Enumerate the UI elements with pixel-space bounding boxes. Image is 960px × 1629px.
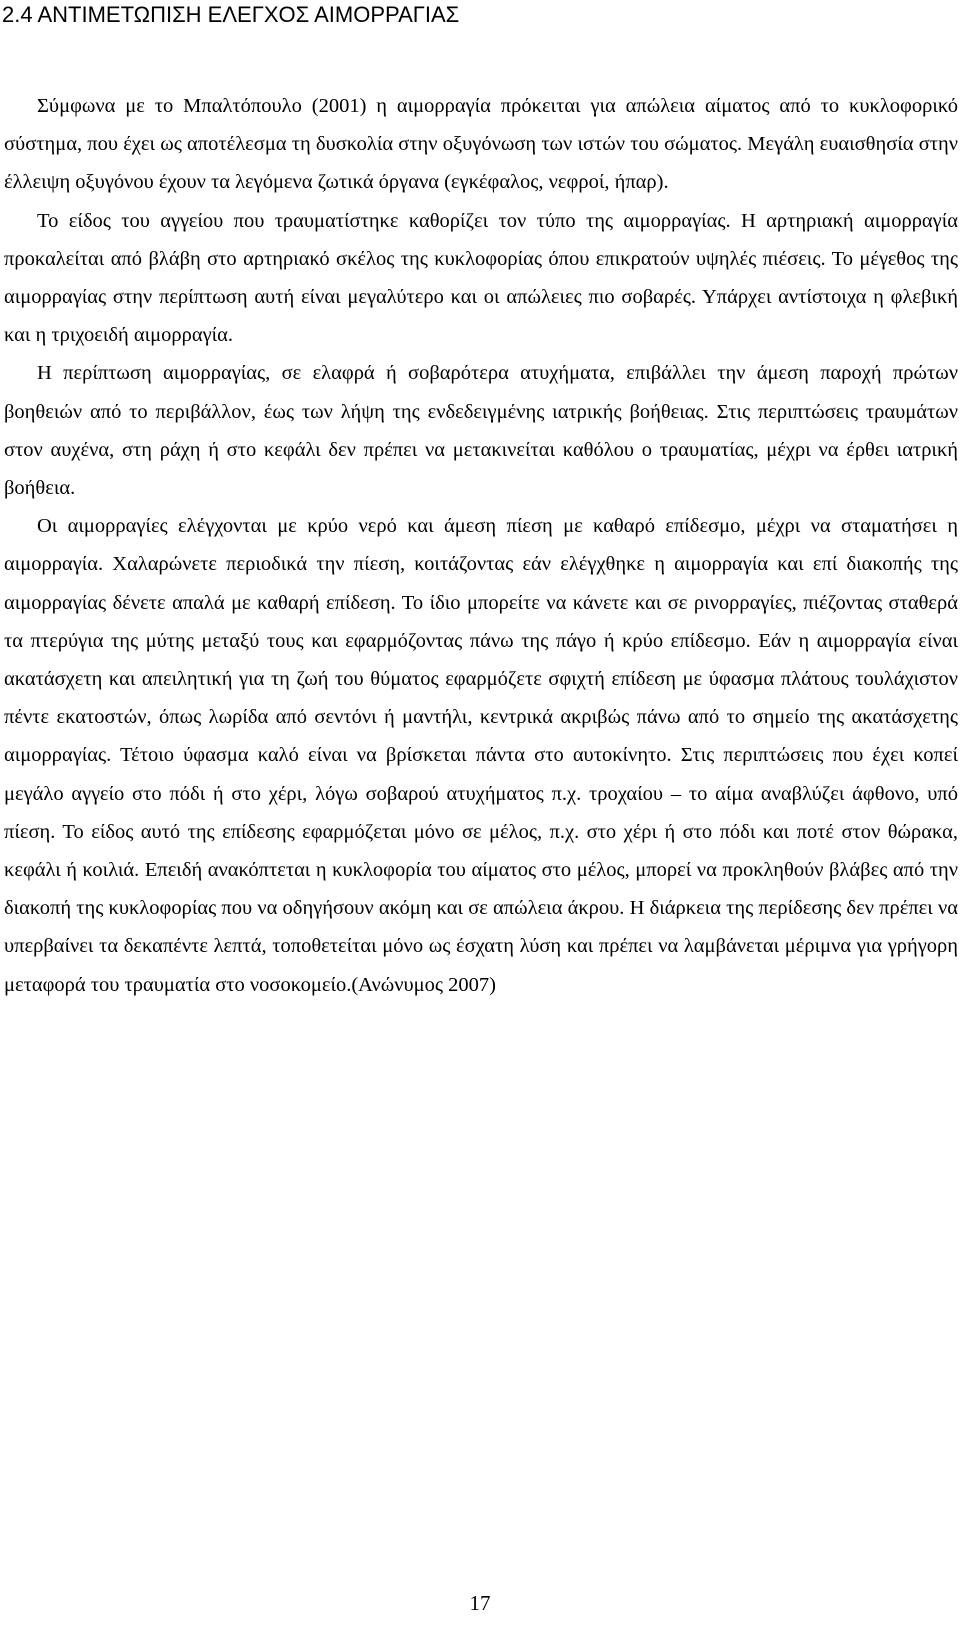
paragraph-first-aid: Η περίπτωση αιμορραγίας, σε ελαφρά ή σοβαρότερα ατυχήματα, επιβάλλει την άμεση παροχή πρώτων βοηθειών από το περιβάλλον, έως των λήψη της ενδεδειγμένης ιατρικής βοήθειας. Στις περιπτώσεις τραυμάτων στον αυχένα, στη ράχη ή στο κεφάλι δεν πρέπει να μετακινείται καθόλου ο τραυματίας, μέχρι να έρθει ιατρική βοήθεια. <box>4 362 958 500</box>
section-heading: 2.4 ΑΝΤΙΜΕΤΩΠΙΣΗ ΕΛΕΓΧΟΣ ΑΙΜΟΡΡΑΓΙΑΣ <box>2 2 460 27</box>
paragraph-definition: Σύμφωνα με το Μπαλτόπουλο (2001) η αιμορραγία πρόκειται για απώλεια αίματος από το κυκλοφορικό σύστημα, που έχει ως αποτέλεσμα τη δυσκολία στην οξυγόνωση των ιστών του σώματος. Μεγάλη ευαισθησία στην έλλειψη οξυγόνου έχουν τα λεγόμενα ζωτικά όργανα (εγκέφαλος, νεφροί, ήπαρ). <box>4 95 958 194</box>
body-text <box>4 87 958 1004</box>
page-number: 17 <box>469 1591 491 1615</box>
paragraph-types: Το είδος του αγγείου που τραυματίστηκε καθορίζει τον τύπο της αιμορραγίας. Η αρτηριακή αιμορραγία προκαλείται από βλάβη στο αρτηριακό σκέλος της κυκλοφορίας όπου επικρατούν υψηλές πιέσεις. Το μέγεθος της αιμορραγίας στην περίπτωση αυτή είναι μεγαλύτερο και οι απώλειες πιο σοβαρές. Υπάρχει αντίστοιχα η φλεβική και η τριχοειδή αιμορραγία. <box>4 209 958 347</box>
paragraph-control: Οι αιμορραγίες ελέγχονται με κρύο νερό και άμεση πίεση με καθαρό επίδεσμο, μέχρι να σταματήσει η αιμορραγία. Χαλαρώνετε περιοδικά την πίεση, κοιτάζοντας εάν ελέγχθηκε η αιμορραγία και επί διακοπής της αιμορραγίας δένετε απαλά με καθαρή επίδεση. Το ίδιο μπορείτε να κάνετε και σε ρινορραγίες, πιέζοντας σταθερά τα πτερύγια της μύτης μεταξύ τους και εφαρμόζοντας πάνω της πάγο ή κρύο επίδεσμο. Εάν η αιμορραγία είναι ακατάσχετη και απειλητική για τη ζωή του θύματος εφαρμόζετε σφιχτή επίδεση με ύφασμα πλάτους τουλάχιστον πέντε εκατοστών, όπως λωρίδα από σεντόνι ή μαντήλι, κεντρικά ακριβώς πάνω από το σημείο της ακατάσχετης αιμορραγίας. Τέτοιο ύφασμα καλό είναι να βρίσκεται πάντα στο αυτοκίνητο. Στις περιπτώσεις που έχει κοπεί μεγάλο αγγείο στο πόδι ή στο χέρι, λόγω σοβαρού ατυχήματος π.χ. τροχαίου – το αίμα αναβλύζει άφθονο, υπό πίεση. Το είδος αυτό της επίδεσης εφαρμόζεται μόνο σε μέλος, π.χ. στο χέρι ή στο πόδι και ποτέ στον θώρακα, κεφάλι ή κοιλιά. Επειδή ανακόπτεται η κυκλοφορία του αίματος στο μέλος, μπορεί να προκληθούν βλάβες από την διακοπή της κυκλοφορίας που να οδηγήσουν ακόμη και σε απώλεια άκρου. Η διάρκεια της περίδεσης δεν πρέπει να υπερβαίνει τα δεκαπέντε λεπτά, τοποθετείται μόνο ως έσχατη λύση και πρέπει να λαμβάνεται μέριμνα για γρήγορη μεταφορά του τραυματία στο νοσοκομείο.(Ανώνυμος 2007) <box>4 515 958 996</box>
